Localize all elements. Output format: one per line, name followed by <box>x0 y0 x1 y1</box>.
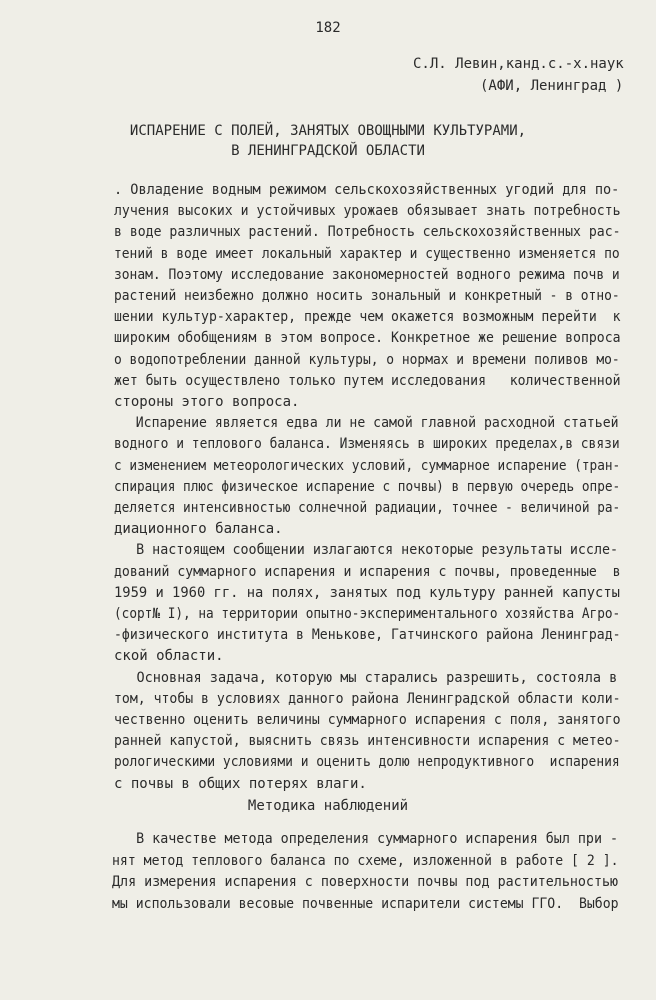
text-line: о водопотреблении данной культуры, о нормах и времени поливов мо- <box>114 351 620 368</box>
page-number: 182 <box>315 20 341 36</box>
section-heading: Методика наблюдений <box>247 798 409 814</box>
text-line: нят метод теплового баланса по схеме, изложенной в работе [ 2 ]. <box>112 852 619 869</box>
text-line: деляется интенсивностью солнечной радиации, точнее - величиной ра- <box>114 500 621 516</box>
text-line: с почвы в общих потерях влаги. <box>114 775 367 792</box>
text-line: рологическими условиями и оценить долю непродуктивного испарения <box>114 754 620 771</box>
text-line: водного и теплового баланса. Изменяясь в широких пределах,в связи <box>114 436 620 453</box>
text-line: лучения высоких и устойчивых урожаев обязывает знать потребность <box>114 203 621 220</box>
text-line: (сорт№ I), на территории опытно-экспериментального хозяйства Агро- <box>114 606 621 622</box>
text-line: ской области. <box>114 648 224 665</box>
text-line: В настоящем сообщении излагаются некоторые результаты иссле- <box>112 542 619 559</box>
text-line: в воде различных растений. Потребность сельскохозяйственных рас- <box>114 224 621 241</box>
text-line: спирация плюс физическое испарение с почвы) в первую очередь опре- <box>114 478 621 495</box>
text-line: зонам. Поэтому исследование закономерностей водного режима почв и <box>114 266 620 283</box>
text-line: жет быть осуществлено только путем исследования количественной <box>114 372 621 389</box>
article-title-line-2: В ЛЕНИНГРАДСКОЙ ОБЛАСТИ <box>231 143 425 159</box>
text-line: 1959 и 1960 гг. на полях, занятых под культуру ранней капусты <box>114 584 620 601</box>
text-line: мы использовали весовые почвенные испарители системы ГГО. Выбор <box>112 895 619 912</box>
text-line: широким обобщениям в этом вопросе. Конкретное же решение вопроса <box>114 330 621 347</box>
author-affiliation: (АФИ, Ленинград ) <box>480 78 624 94</box>
text-line: чественно оценить величины суммарного испарения с поля, занятого <box>114 712 621 728</box>
text-line: растений неизбежно должно носить зональный и конкретный - в отно- <box>114 288 620 304</box>
text-line: том, чтобы в условиях данного района Ленинградской области коли- <box>114 690 621 707</box>
text-line: Для измерения испарения с поверхности почвы под растительностью <box>112 874 619 890</box>
text-line: Основная задача, которую мы старались разрешить, состояла в <box>112 669 618 686</box>
text-line: дований суммарного испарения и испарения с почвы, проведенные в <box>114 563 621 580</box>
text-line: стороны этого вопроса. <box>114 394 300 410</box>
text-line: с изменением метеорологических условий, суммарное испарение (тран- <box>114 457 621 474</box>
text-line: диационного баланса. <box>114 521 283 538</box>
text-line: Испарение является едва ли не самой главной расходной статьей <box>112 415 619 432</box>
text-line: -физического института в Менькове, Гатчинского района Ленинград- <box>114 627 621 644</box>
text-line: . Овладение водным режимом сельскохозяйственных угодий для по- <box>114 182 620 198</box>
text-line: В качестве метода определения суммарного испарения был при - <box>112 831 619 847</box>
author-name: С.Л. Левин,канд.с.-х.наук <box>413 56 624 72</box>
article-title-line-1: ИСПАРЕНИЕ С ПОЛЕЙ, ЗАНЯТЫХ ОВОЩНЫМИ КУЛЬТУРАМИ, <box>129 123 527 139</box>
text-line: ранней капустой, выяснить связь интенсивности испарения с метео- <box>114 733 621 750</box>
text-line: шении культур-характер, прежде чем окажется возможным перейти к <box>114 309 621 326</box>
text-line: тений в воде имеет локальный характер и существенно изменяется по <box>114 245 620 262</box>
